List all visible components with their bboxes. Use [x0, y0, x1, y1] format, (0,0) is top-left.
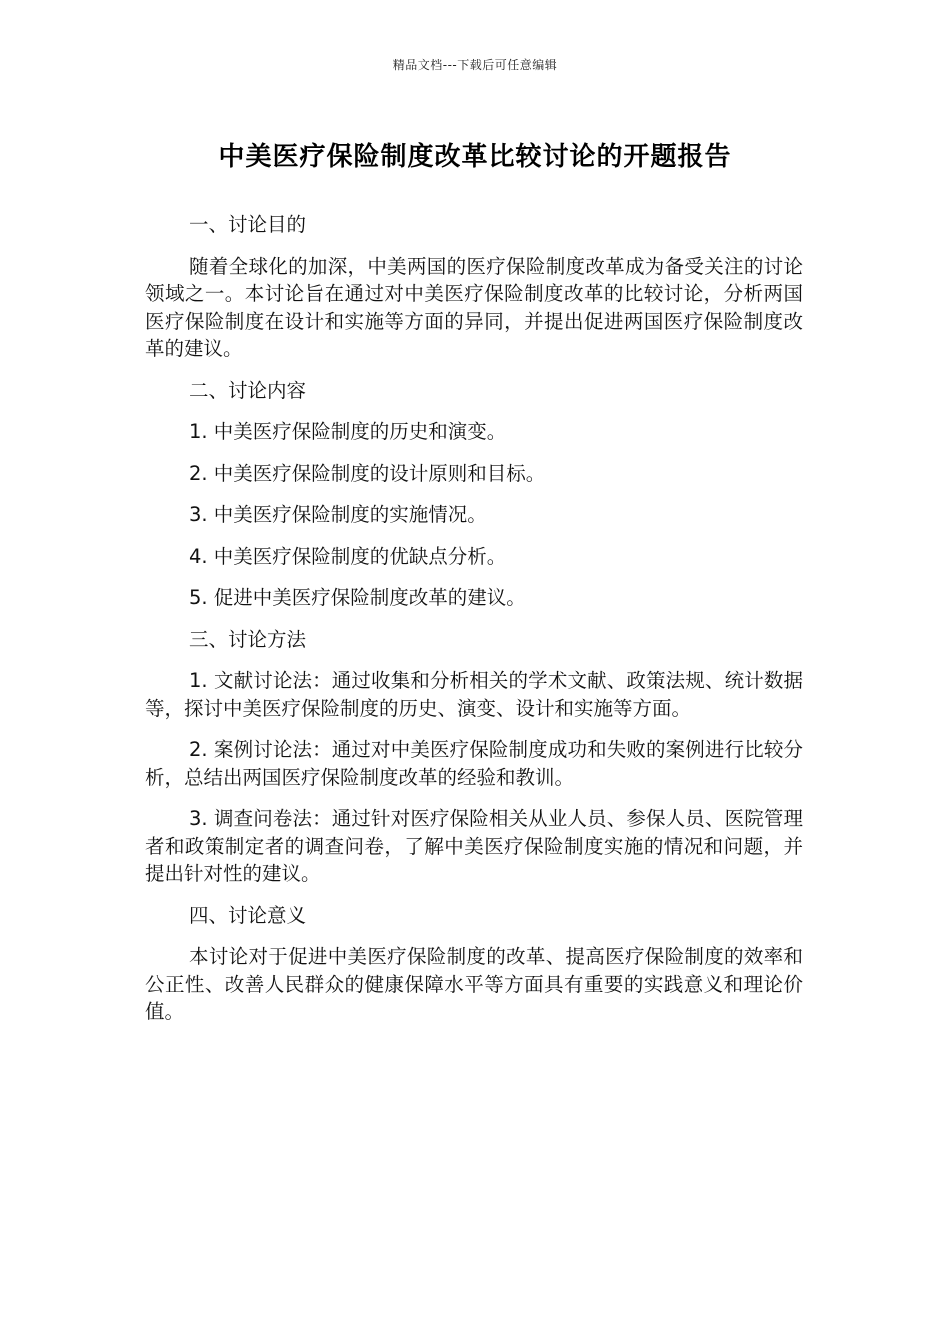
- purpose-paragraph: 随着全球化的加深，中美两国的医疗保险制度改革成为备受关注的讨论领域之一。本讨论旨在通过对中美医疗保险制度改革的比较讨论，分析两国医疗保险制度在设计和实施等方面的异同，并提出促进两国医疗保险制度改革的建议。: [145, 254, 803, 360]
- section-heading-method: 三、讨论方法: [189, 627, 307, 651]
- content-list-item: 1. 中美医疗保险制度的历史和演变。: [189, 420, 507, 443]
- document-title: 中美医疗保险制度改革比较讨论的开题报告: [218, 142, 732, 172]
- document-body: [145, 211, 803, 1040]
- significance-paragraph: 本讨论对于促进中美医疗保险制度的改革、提高医疗保险制度的效率和公正性、改善人民群众的健康保障水平等方面具有重要的实践意义和理论价值。: [145, 945, 803, 1023]
- section-heading-significance: 四、讨论意义: [189, 903, 307, 927]
- method-paragraph-literature: 1. 文献讨论法：通过收集和分析相关的学术文献、政策法规、统计数据等，探讨中美医疗保险制度的历史、演变、设计和实施等方面。: [145, 669, 803, 720]
- content-list-item: 5. 促进中美医疗保险制度改革的建议。: [189, 586, 526, 609]
- content-list-item: 3. 中美医疗保险制度的实施情况。: [189, 503, 487, 526]
- method-paragraph-case: 2. 案例讨论法：通过对中美医疗保险制度成功和失败的案例进行比较分析，总结出两国医疗保险制度改革的经验和教训。: [145, 738, 803, 789]
- content-list-item: 4. 中美医疗保险制度的优缺点分析。: [189, 544, 507, 568]
- section-heading-purpose: 一、讨论目的: [189, 213, 307, 236]
- method-paragraph-survey: 3. 调查问卷法：通过针对医疗保险相关从业人员、参保人员、医院管理者和政策制定者的调查问卷，了解中美医疗保险制度实施的情况和问题，并提出针对性的建议。: [145, 807, 803, 885]
- header-note: 精品文档---下载后可任意编辑: [392, 58, 558, 72]
- section-heading-content: 二、讨论内容: [189, 378, 307, 402]
- content-list-item: 2. 中美医疗保险制度的设计原则和目标。: [189, 461, 546, 485]
